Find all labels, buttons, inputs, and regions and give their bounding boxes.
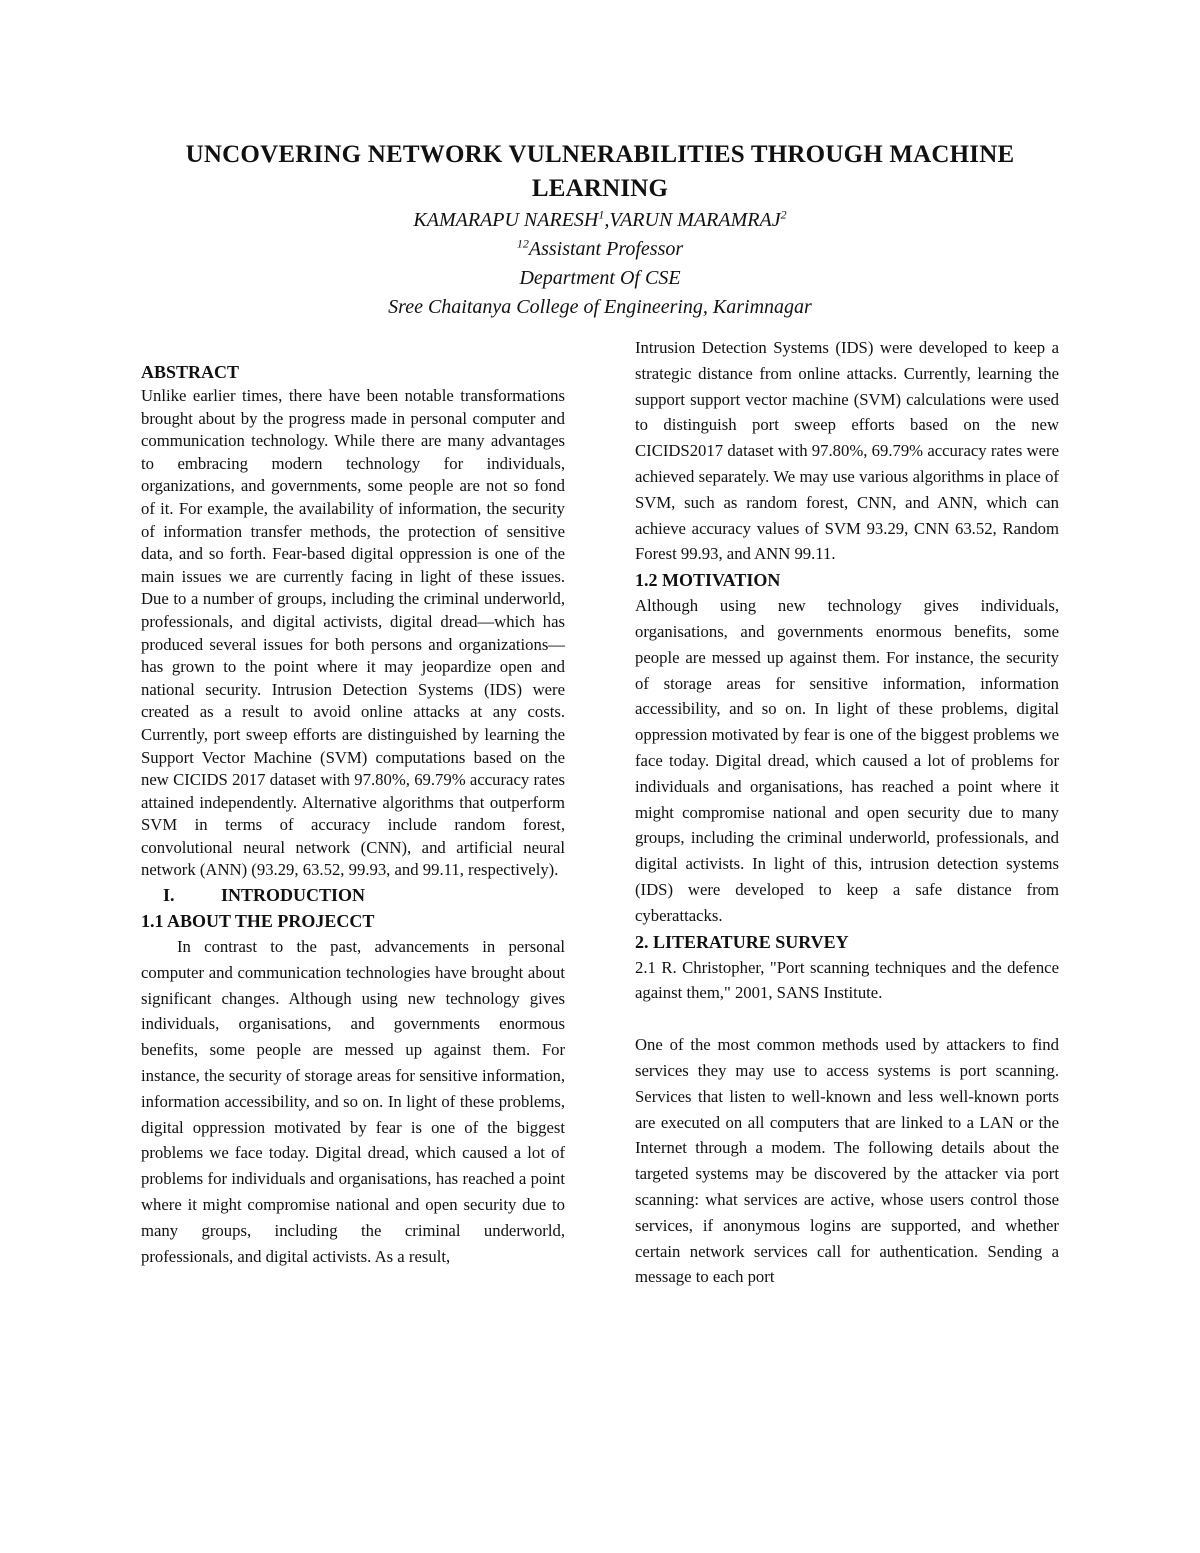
- author-2-name: VARUN MARAMRAJ: [609, 209, 781, 231]
- paragraph-spacer: [635, 1006, 1059, 1032]
- role-text: Assistant Professor: [528, 238, 684, 260]
- author-role: [100, 235, 1100, 264]
- author-line: [100, 206, 1100, 235]
- paper-title-line-1: UNCOVERING NETWORK VULNERABILITIES THROUGH MACHINE: [185, 141, 1015, 168]
- introduction-title: INTRODUCTION: [221, 885, 366, 906]
- author-separator: ,: [604, 209, 610, 231]
- right-column: [635, 335, 1059, 1290]
- introduction-number: I.: [163, 885, 175, 906]
- about-project-text: In contrast to the past, advancements in personal computer and communication technologies have brought about significant changes. Although using new technology gives individuals, organisations, and governments enormous benefits, some people are messed up against them. For instance, the security of storage areas for sensitive information, information accessibility, and so on. In light of these problems, digital oppression motivated by fear is one of the biggest problems we face today. Digital dread, which caused a lot of problems for individuals and organisations, has reached a point where it might compromise national and open security due to many groups, including the criminal underworld, professionals, and digital activists. As a result,: [141, 937, 565, 1266]
- continued-paragraph: Intrusion Detection Systems (IDS) were developed to keep a strategic distance from online attacks. Currently, learning the support support vector machine (SVM) calculations were used to distinguish port sweep efforts based on the new CICIDS2017 dataset with 97.80%, 69.79% accuracy rates were achieved separately. We may use various algorithms in place of SVM, such as random forest, CNN, and ANN, which can achieve accuracy values of SVM 93.29, CNN 63.52, Random Forest 99.93, and ANN 99.11.: [635, 338, 1059, 564]
- author-1-name: KAMARAPU NARESH: [413, 209, 599, 231]
- paper-title-line-2: LEARNING: [531, 175, 669, 202]
- abstract-text: Unlike earlier times, there have been notable transformations brought about by the progress made in personal computer and communication technology. While there are many advantages to embracing modern technology for individuals, organizations, and governments, some people are not so fond of it. For example, the availability of information, the security of information transfer methods, the protection of sensitive data, and so forth. Fear-based digital oppression is one of the main issues we are currently facing in light of these issues. Due to a number of groups, including the criminal underworld, professionals, and digital activists, digital dread—which has produced several issues for both persons and organizations—has grown to the point where it may jeopardize open and national security. Intrusion Detection Systems (IDS) were created as a result to avoid online attacks at any costs. Currently, port sweep efforts are distinguished by learning the Support Vector Machine (SVM) computations based on the new CICIDS 2017 dataset with 97.80%, 69.79% accuracy rates attained independently. Alternative algorithms that outperform SVM in terms of accuracy include random forest, convolutional neural network (CNN), and artificial neural network (ANN) (93.29, 63.52, 99.93, and 99.11, respectively).: [141, 386, 565, 880]
- paper-title: [100, 138, 1100, 206]
- author-2-affiliation-mark: 2: [780, 207, 787, 222]
- role-affiliation-mark: 12: [516, 236, 529, 251]
- paper-header: [100, 138, 1100, 322]
- motivation-heading: 1.2 MOTIVATION: [635, 570, 781, 591]
- left-column: [141, 335, 565, 1269]
- abstract-heading: ABSTRACT: [141, 362, 240, 382]
- author-1-affiliation-mark: 1: [598, 207, 605, 222]
- institution: Sree Chaitanya College of Engineering, Karimnagar: [388, 296, 812, 318]
- about-project-heading: 1.1 ABOUT THE PROJECCT: [141, 911, 375, 932]
- introduction-heading: [141, 882, 565, 908]
- literature-survey-text: One of the most common methods used by attackers to find services they may use to access systems is port scanning. Services that listen to well-known and less well-known ports are executed on all computers that are linked to a LAN or the Internet through a modem. The following details about the targeted systems may be discovered by the attacker via port scanning: what services are active, whose users control those services, if anonymous logins are supported, and whether certain network services call for authentication. Sending a message to each port: [635, 1035, 1059, 1287]
- motivation-text: Although using new technology gives individuals, organisations, and governments enormous benefits, some people are messed up against them. For instance, the security of storage areas for sensitive information, information accessibility, and so on. In light of these problems, digital oppression motivated by fear is one of the biggest problems we face today. Digital dread, which caused a lot of problems for individuals and organisations, has reached a point where it might compromise national and open security due to many groups, including the criminal underworld, professionals, and digital activists. In light of this, intrusion detection systems (IDS) were developed to keep a safe distance from cyberattacks.: [635, 596, 1059, 925]
- department: Department Of CSE: [519, 267, 681, 289]
- reference-entry: 2.1 R. Christopher, "Port scanning techniques and the defence against them," 2001, SANS Institute.: [635, 957, 1059, 1003]
- literature-survey-heading: 2. LITERATURE SURVEY: [635, 931, 849, 952]
